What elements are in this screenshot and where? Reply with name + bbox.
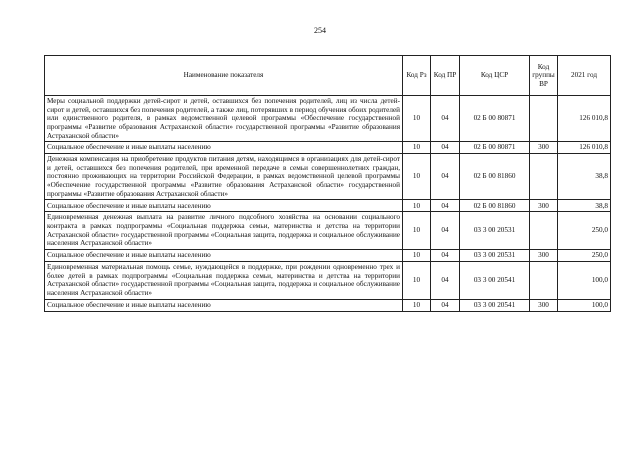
row-pr: 04 bbox=[431, 261, 460, 299]
row-pr: 04 bbox=[431, 249, 460, 261]
row-vr bbox=[530, 261, 558, 299]
row-csr: 03 3 00 20541 bbox=[460, 261, 530, 299]
row-name: Денежная компенсация на приобретение продуктов питания детям, находящимся в организациях для детей-сирот и детей, оставшихся без попечения родителей, при временной передаче в семьи совершеннолетних граждан, постоянно проживающих на территории Российской Федерации, в рамках ведомственной целевой программы «Обеспечение государственной программы «Развитие образования Астраханской области» государственной программы «Развитие образования Астраханской области» bbox=[45, 154, 403, 200]
row-rz: 10 bbox=[403, 154, 431, 200]
header-year: 2021 год bbox=[558, 56, 611, 96]
row-pr: 04 bbox=[431, 96, 460, 142]
row-name: Социальное обеспечение и иные выплаты населению bbox=[45, 142, 403, 154]
table-row bbox=[45, 249, 611, 261]
row-amount: 126 010,8 bbox=[558, 96, 611, 142]
row-name: Меры социальной поддержки детей-сирот и детей, оставшихся без попечения родителей, лиц из числа детей-сирот и детей, оставшихся без попечения родителей, а также лиц, потерявших в период обучения обоих родителей или единственного родителя, в рамках ведомственной целевой программы «Обеспечение государственной программы «Развитие образования Астраханской области» государственной программы «Развитие образования Астраханской области» bbox=[45, 96, 403, 142]
row-csr: 02 Б 00 81860 bbox=[460, 200, 530, 212]
row-name: Социальное обеспечение и иные выплаты населению bbox=[45, 299, 403, 311]
row-vr bbox=[530, 96, 558, 142]
row-csr: 02 Б 00 81860 bbox=[460, 154, 530, 200]
row-pr: 04 bbox=[431, 212, 460, 250]
row-rz: 10 bbox=[403, 212, 431, 250]
header-rz: Код Рз bbox=[403, 56, 431, 96]
page-number: 254 bbox=[314, 26, 326, 35]
row-name: Единовременная материальная помощь семье, нуждающейся в поддержке, при рождении одновременно трех и более детей в рамках подпрограммы «Социальная поддержка семьи, материнства и детства на территории Астраханской области» государственной программы «Социальная защита, поддержка и социальное обслуживание населения Астраханской области» bbox=[45, 261, 403, 299]
table-row bbox=[45, 212, 611, 250]
table-row bbox=[45, 299, 611, 311]
budget-table bbox=[44, 55, 611, 312]
table-row bbox=[45, 142, 611, 154]
row-rz: 10 bbox=[403, 299, 431, 311]
row-csr: 02 Б 00 80871 bbox=[460, 142, 530, 154]
table-row bbox=[45, 154, 611, 200]
row-name: Социальное обеспечение и иные выплаты населению bbox=[45, 200, 403, 212]
row-csr: 03 3 00 20531 bbox=[460, 249, 530, 261]
row-pr: 04 bbox=[431, 200, 460, 212]
row-vr: 300 bbox=[530, 200, 558, 212]
row-csr: 03 3 00 20531 bbox=[460, 212, 530, 250]
row-amount: 38,8 bbox=[558, 154, 611, 200]
row-amount: 250,0 bbox=[558, 212, 611, 250]
table-row bbox=[45, 96, 611, 142]
header-csr: Код ЦСР bbox=[460, 56, 530, 96]
row-pr: 04 bbox=[431, 299, 460, 311]
table-header-row bbox=[45, 56, 611, 96]
table-row bbox=[45, 261, 611, 299]
row-vr bbox=[530, 154, 558, 200]
row-csr: 03 3 00 20541 bbox=[460, 299, 530, 311]
row-vr: 300 bbox=[530, 142, 558, 154]
row-rz: 10 bbox=[403, 142, 431, 154]
row-vr: 300 bbox=[530, 299, 558, 311]
row-rz: 10 bbox=[403, 261, 431, 299]
row-name: Социальное обеспечение и иные выплаты населению bbox=[45, 249, 403, 261]
row-name: Единовременная денежная выплата на развитие личного подсобного хозяйства на основании социального контракта в рамках подпрограммы «Социальная поддержка семьи, материнства и детства на территории Астраханской области» государственной программы «Социальная защита, поддержка и социальное обслуживание населения Астраханской области» bbox=[45, 212, 403, 250]
table-row bbox=[45, 200, 611, 212]
row-amount: 38,8 bbox=[558, 200, 611, 212]
row-pr: 04 bbox=[431, 142, 460, 154]
row-vr bbox=[530, 212, 558, 250]
header-pr: Код ПР bbox=[431, 56, 460, 96]
row-vr: 300 bbox=[530, 249, 558, 261]
row-amount: 126 010,8 bbox=[558, 142, 611, 154]
row-rz: 10 bbox=[403, 249, 431, 261]
row-rz: 10 bbox=[403, 96, 431, 142]
header-name: Наименование показателя bbox=[45, 56, 403, 96]
row-pr: 04 bbox=[431, 154, 460, 200]
row-csr: 02 Б 00 80871 bbox=[460, 96, 530, 142]
row-rz: 10 bbox=[403, 200, 431, 212]
row-amount: 250,0 bbox=[558, 249, 611, 261]
header-vr: Код группы ВР bbox=[530, 56, 558, 96]
row-amount: 100,0 bbox=[558, 261, 611, 299]
row-amount: 100,0 bbox=[558, 299, 611, 311]
